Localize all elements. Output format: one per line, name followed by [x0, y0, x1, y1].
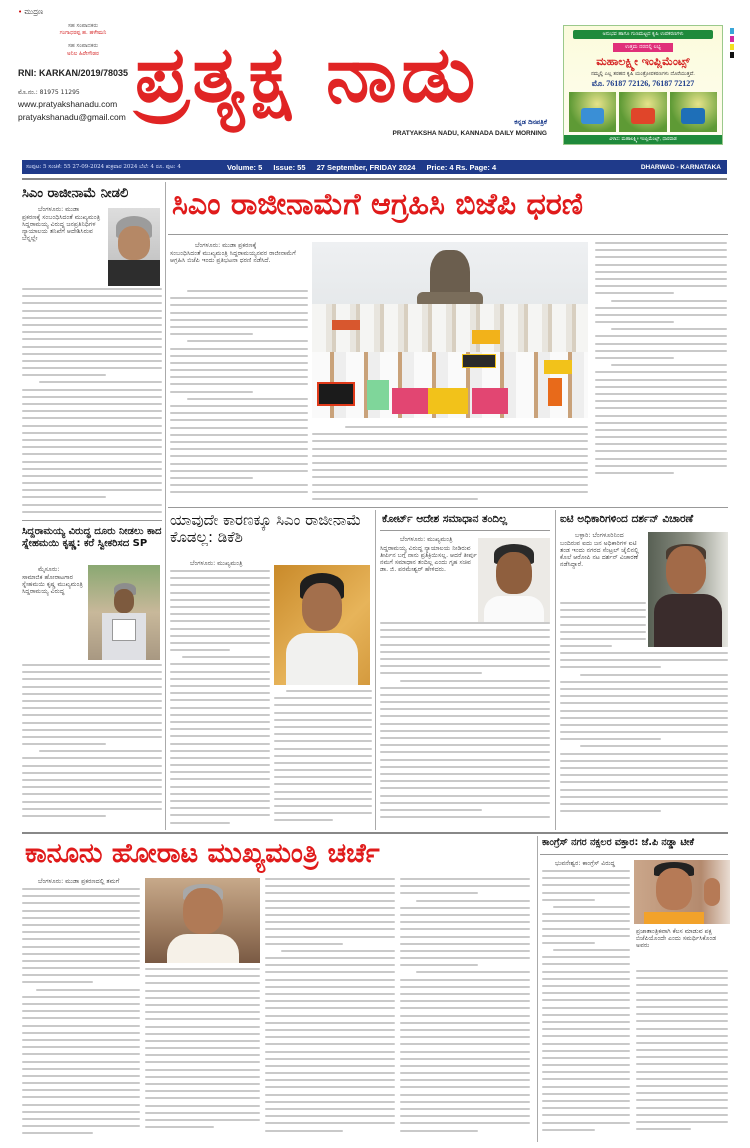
email-link[interactable]: pratyakshanadu@gmail.com: [18, 112, 126, 123]
masthead-left-info: [18, 8, 148, 123]
article-text-court: ಸಿದ್ದರಾಮಯ್ಯ ವಿರುದ್ಧ ನ್ಯಾಯಾಲಯ ನೀಡಿರುವ ತೀರ್ಪಿನ ಬಗ್ಗೆ ನಾನು ಪ್ರತಿಕ್ರಿಯಿಸಲ್ಲ. ಆದರೆ ತೀರ್ಪು ನಮಗೆ ಸಮಾಧಾನ ತಂದಿಲ್ಲ ಎಂದು ಗೃಹ ಸಚಿವ ಡಾ. ಜಿ. ಪರಮೇಶ್ವರ್ ಹೇಳಿದರು.: [380, 545, 477, 574]
article-body-main-under-photo: [312, 426, 588, 506]
article-body-nadda-col1: [542, 870, 630, 1143]
headline-nadda[interactable]: ಕಾಂಗ್ರೆಸ್ ನಗರ ನಕ್ಸಲರ ವಕ್ತಾರ: ಜೆ.ಪಿ ನಡ್ಡಾ ಟೀಕೆ: [542, 837, 694, 848]
divider: [168, 234, 728, 235]
trailer-image: [670, 92, 717, 132]
article-body-main-col1: [170, 290, 308, 500]
article-text-it-darshan: ಬಂದಿರುವ ಐದು ಜನ ಅಧಿಕಾರಿಗಳ ಐಟಿ ತಂಡ ಇಂದು ನಗರದ ಸೆಂಟ್ರಲ್ ಜೈಲಿನಲ್ಲಿ ಕೊಲೆ ಆರೋಪಿ ನಟ ದರ್ಶನ್ ವಿಚಾರಣೆ ನಡೆಸಿದ್ದಾರೆ.: [560, 540, 639, 569]
column-divider: [165, 182, 166, 830]
article-body-dks-col1: [170, 570, 270, 830]
ad-pink-label: ಉತ್ತಮ ದರದಲ್ಲಿ ಲಭ್ಯ: [613, 43, 673, 52]
location: DHARWAD - KARNATAKA: [640, 163, 721, 171]
plough-image: [569, 92, 616, 132]
headline-darshan-it[interactable]: ಐಟಿ ಅಧಿಕಾರಿಗಳಿಂದ ದರ್ಶನ್ ವಿಚಾರಣೆ: [560, 513, 694, 525]
divider: [22, 178, 727, 180]
tagline-english: PRATYAKSHA NADU, KANNADA DAILY MORNING: [392, 130, 547, 137]
headline-snehamayi-krishna[interactable]: ಸಿದ್ದರಾಮಯ್ಯ ವಿರುದ್ಧ ದೂರು ನೀಡಲು ಕಾದ ಸ್ನೇಹಮಯಿ ಕೃಷ್ಣ: ಕರೆ ಸ್ವೀಕರಿಸದ SP: [22, 526, 162, 549]
article-body-it-darshan-a: [560, 602, 646, 650]
article-body-dks-col2: [274, 690, 372, 830]
photo-parameshwar: [478, 538, 550, 624]
photo-jp-nadda: [634, 860, 730, 924]
dateline-it-darshan: ಬಳ್ಳಾರಿ: ಬೆಂಗಳೂರಿನಿಂದ: [575, 532, 624, 539]
print-color-registration: [730, 28, 734, 70]
divider: [22, 520, 162, 521]
column-divider: [537, 836, 538, 1142]
headline-court-order[interactable]: ಕೋರ್ಟ್ ಆದೇಶ ಸಮಾಧಾನ ತಂದಿಲ್ಲ: [382, 513, 508, 525]
issue-info-bar: [22, 160, 727, 174]
article-body-main-col3: [595, 242, 727, 504]
volume: Volume: 5: [227, 162, 263, 172]
phone-number: ಮೊ.ನಂ.: 81975 11295: [18, 89, 80, 97]
ad-bottom-strip: ವಿಳಾಸ: ಮಹಾಲಕ್ಷ್ಮೀ ಇಂಪ್ಲಿಮೆಂಟ್ಸ್, ಧಾರವಾಡ: [564, 135, 722, 144]
photo-ashoka: [108, 208, 160, 286]
article-body-it-darshan-b: [560, 652, 728, 828]
article-text-left-second: ಸಾಮಾಜಿಕ ಹೋರಾಟಗಾರ ಸ್ನೇಹಮಯಿ ಕೃಷ್ಣ ಮುಖ್ಯಮಂತ್ರಿ ಸಿದ್ದರಾಮಯ್ಯ ವಿರುದ್ಧ: [22, 574, 83, 596]
article-body-court: [380, 622, 550, 828]
dateline-nadda: ಭುವನೇಶ್ವರ: ಕಾಂಗ್ರೆಸ್ ವಿರುದ್ಧ: [555, 860, 616, 867]
divider: [168, 507, 728, 508]
dateline-dks: ಬೆಂಗಳೂರು: ಮುಖ್ಯಮಂತ್ರಿ: [190, 560, 243, 567]
co-editor-label-1: ಸಹ ಸಂಪಾದಕರು: [68, 23, 98, 30]
headline-dks[interactable]: ಯಾವುದೇ ಕಾರಣಕ್ಕೂ ಸಿಎಂ ರಾಜೀನಾಮೆ ಕೊಡಲ್ಲ: ಡಿಕೆಶಿ: [170, 511, 362, 547]
ad-top-strip: ಅನುಭವ ಹಾಗೂ ಗುಣಮಟ್ಟದ ಕೃಷಿ ಉಪಕರಣಗಳು: [573, 30, 713, 39]
issue: Issue: 55: [273, 162, 306, 172]
headline-legal-fight[interactable]: ಕಾನೂನು ಹೋರಾಟ ಮುಖ್ಯಮಂತ್ರಿ ಚರ್ಚೆ: [25, 838, 380, 869]
ad-images: [564, 89, 722, 132]
article-body-legal-col1: [22, 888, 140, 1143]
date: 27 September, FRIDAY 2024: [316, 162, 416, 172]
dateline-left-second: ಮೈಸೂರು:: [38, 566, 60, 573]
rni-number: RNI: KARKAN/2019/78035: [18, 67, 129, 78]
divider: [380, 530, 550, 531]
issue-info-kannada: ಸಂಪುಟ: 5 ಸಂಚಿಕೆ: 55 27-09-2024 ಶುಕ್ರವಾರ 2024 ಬೆಲೆ: 4 ರೂ. ಪುಟ: 4: [26, 163, 181, 170]
ad-phone: ಮೊ. 76187 72126, 76187 72127: [591, 79, 695, 88]
divider: [540, 854, 728, 855]
masthead: [0, 0, 750, 155]
issue-info-english: [227, 163, 505, 172]
photo-bjp-protest[interactable]: [312, 242, 588, 418]
logo-text: ಪ್ರತ್ಯಕ್ಷ ನಾಡು: [135, 30, 480, 120]
column-divider: [555, 510, 556, 830]
dateline-left-top: ಬೆಂಗಳೂರು: ಮುಡಾ: [38, 206, 80, 213]
photo-siddaramaiah: [145, 878, 260, 963]
article-body-legal-col2: [145, 968, 260, 1143]
article-body-left-top: [22, 288, 162, 518]
photo-darshan: [648, 532, 728, 647]
article-body-legal-col3: [265, 878, 395, 1143]
photo-dk-shivakumar: [274, 565, 370, 685]
tagline-kannada: ಕನ್ನಡ ದಿನಪತ್ರಿಕೆ: [514, 118, 547, 126]
article-body-nadda-col2: [636, 970, 728, 1143]
co-editor-name-2: ಅನಿಲ ಹಿರೇಗೌಡರ: [67, 50, 99, 57]
newspaper-logo: [135, 30, 555, 140]
dateline-legal-fight: ಬೆಂಗಳೂರು: ಮುಡಾ ಪ್ರಕರಣದಲ್ಲಿ ತಮಗೆ: [38, 878, 120, 885]
article-text-nadda: ಪ್ರಜಾತಾಂತ್ರಿಕವಾಗಿ ಕೆಲಸ ಮಾಡುವ ಪಕ್ಷ ಬಿಜೆಪಿಯೊಂದೇ ಎಂದು ಸಮರ್ಥಿಸಿಕೊಂಡ ಅವರು: [636, 928, 717, 950]
column-divider: [375, 510, 376, 830]
headline-main[interactable]: ಸಿಎಂ ರಾಜೀನಾಮೆಗೆ ಆಗ್ರಹಿಸಿ ಬಿಜೆಪಿ ಧರಣಿ: [172, 187, 584, 222]
photo-snehamayi-krishna: [88, 565, 160, 660]
article-text-left-top: ಪ್ರಕರಣಕ್ಕೆ ಸಂಬಂಧಿಸಿದಂತೆ ಮುಖ್ಯಮಂತ್ರಿ ಸಿದ್ದರಾಮಯ್ಯ ವಿರುದ್ಧ ಜನಪ್ರತಿನಿಧಿಗಳ ನ್ಯಾಯಾಲಯ ತನಿಖೆಗೆ ಆದೇಶಿಸಿರುವ ಬೆನ್ನಲ್ಲೇ: [22, 214, 101, 243]
dateline-main: ಬೆಂಗಳೂರು: ಮುಡಾ ಪ್ರಕರಣಕ್ಕೆ: [195, 242, 257, 249]
website-link[interactable]: www.pratyakshanadu.com: [18, 99, 118, 110]
divider: [22, 832, 728, 834]
ad-title: ಮಹಾಲಕ್ಷ್ಮೀ ಇಂಪ್ಲಿಮೆಂಟ್ಸ್: [596, 55, 690, 68]
article-body-legal-col4: [400, 878, 530, 1143]
price-page: Price: 4 Rs. Page: 4: [426, 162, 497, 172]
article-body-left-second: [22, 664, 162, 828]
co-editor-label-2: ಸಹ ಸಂಪಾದಕರು: [68, 43, 98, 50]
ad-description: ನಮ್ಮಲ್ಲಿ ಎಲ್ಲ ತರಹದ ಕೃಷಿ ಯಂತ್ರೋಪಕರಣಗಳು ದೊರೆಯುತ್ತವೆ.: [591, 71, 695, 77]
article-text-main: ಸಂಬಂಧಿಸಿದಂತೆ ಮುಖ್ಯಮಂತ್ರಿ ಸಿದ್ದರಾಮಯ್ಯನವರ ರಾಜೀನಾಮೆಗೆ ಆಗ್ರಹಿಸಿ ಬಿಜೆಪಿ ಇಂದು ಪ್ರತಿಭಟನಾ ಧರಣಿ ನಡೆಸಿದೆ.: [170, 250, 296, 265]
headline-cm-resign[interactable]: ಸಿಎಂ ರಾಜೀನಾಮೆ ನೀಡಲಿ: [22, 186, 129, 201]
advertisement[interactable]: [563, 25, 723, 145]
print-label: • ಮುದ್ರಣ: [18, 8, 44, 16]
rotavator-image: [619, 92, 666, 132]
dateline-court: ಬೆಂಗಳೂರು: ಮುಖ್ಯಮಂತ್ರಿ: [400, 536, 453, 543]
co-editor-name-1: ಗಂಗಾಧರಪ್ಪ ಹ. ಹಳೇಮನಿ: [59, 30, 107, 37]
